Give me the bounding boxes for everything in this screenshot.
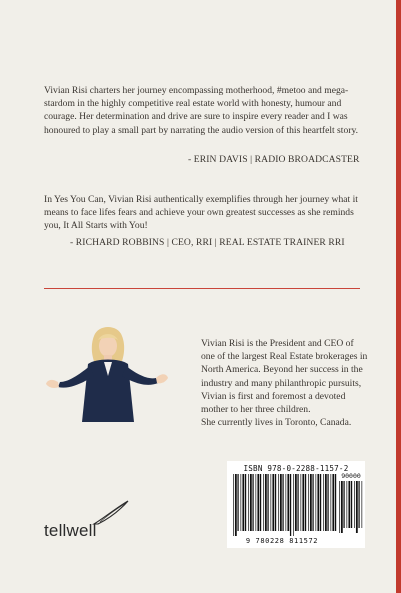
publisher-logo bbox=[44, 500, 144, 546]
author-location: She currently lives in Toronto, Canada. bbox=[201, 417, 352, 428]
testimonial-erin-davis: Vivian Risi charters her journey encompassing motherhood, #metoo and mega-stardom in the highly competitive real estate world with honesty, humour and courage. Her determination and drive are sure to inspire every reader and I was honoured to play a small part by narrating the audio version of this heartfelt story. bbox=[44, 85, 359, 136]
publisher-logo-text: tellwell bbox=[44, 521, 97, 540]
author-photo bbox=[44, 322, 170, 422]
attribution-richard-robbins: - RICHARD ROBBINS | CEO, RRI | REAL ESTATE TRAINER RRI bbox=[70, 237, 345, 248]
addon-barcode-bars bbox=[339, 481, 363, 533]
spine-edge bbox=[396, 0, 401, 593]
author-bio: Vivian Risi is the President and CEO of one of the largest Real Estate brokerages in North America. Beyond her success in the industry and many philanthropic pursuits, Vivian is first and foremost a devoted mother to her three children. bbox=[201, 338, 368, 416]
ean-barcode-bars bbox=[233, 474, 337, 536]
barcode-addon: 90000 bbox=[341, 472, 361, 480]
ean-digits: 9 780228 811572 bbox=[245, 537, 319, 545]
testimonial-richard-robbins: In Yes You Can, Vivian Risi authentically exemplifies through her journey what it means to face lifes fears and achieve your own greatest successes as she reminds you, It All Starts with You! bbox=[44, 194, 358, 232]
isbn-number: ISBN 978-0-2288-1157-2 bbox=[243, 464, 349, 473]
barcode bbox=[227, 461, 365, 548]
attribution-erin-davis: - ERIN DAVIS | RADIO BROADCASTER bbox=[188, 154, 360, 165]
divider-line bbox=[44, 288, 360, 289]
